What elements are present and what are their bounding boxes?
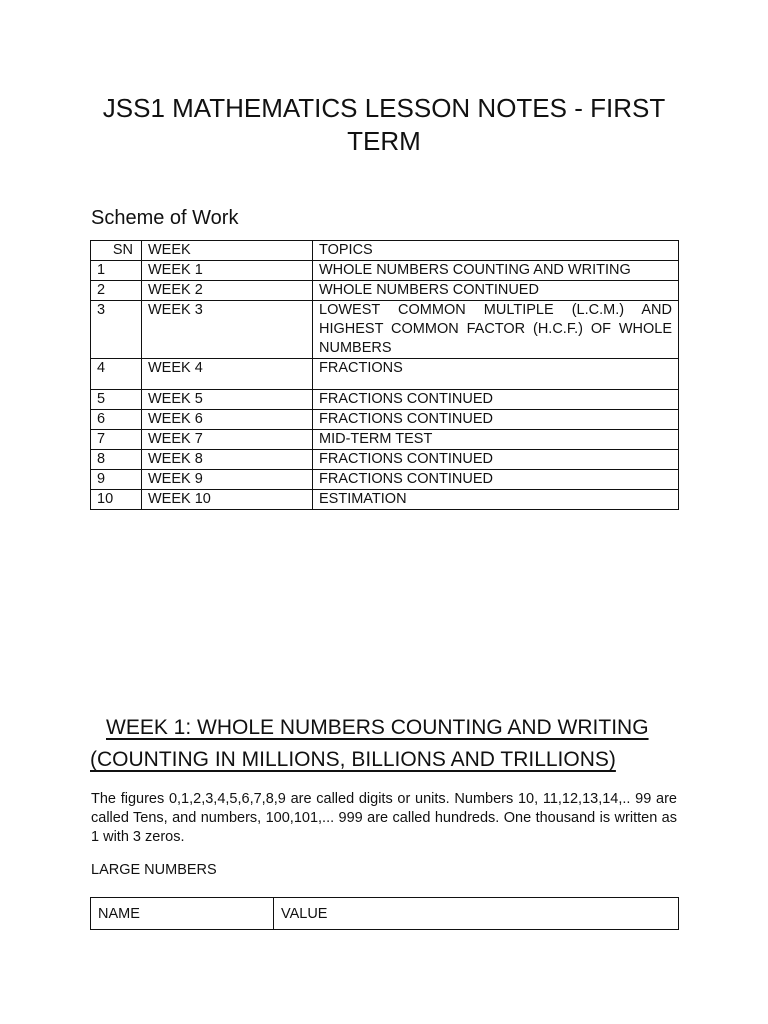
- row-week: WEEK 8: [142, 450, 313, 470]
- large-numbers-table: [90, 897, 679, 930]
- table-row: [91, 359, 679, 390]
- row-week: WEEK 5: [142, 390, 313, 410]
- row-sn: 3: [91, 301, 142, 359]
- row-week: WEEK 10: [142, 490, 313, 510]
- week1-heading-line2: (COUNTING IN MILLIONS, BILLIONS AND TRILLIONS): [90, 748, 616, 771]
- column-header-sn: SN: [91, 241, 142, 261]
- row-topic: WHOLE NUMBERS COUNTING AND WRITING: [313, 261, 679, 281]
- week1-heading: [90, 712, 680, 776]
- table-row: [91, 430, 679, 450]
- week1-intro-paragraph: The figures 0,1,2,3,4,5,6,7,8,9 are called digits or units. Numbers 10, 11,12,13,14,.. 99 are called Tens, and numbers, 100,101,... 999 are called hundreds. One thousand is written as 1 with 3 zeros.: [91, 791, 677, 845]
- week1-heading-line1: WEEK 1: WHOLE NUMBERS COUNTING AND WRITING: [106, 716, 649, 739]
- row-topic: FRACTIONS CONTINUED: [313, 450, 679, 470]
- table-header-row: [91, 898, 679, 930]
- column-header-topics: TOPICS: [313, 241, 679, 261]
- row-sn: 1: [91, 261, 142, 281]
- row-topic: ESTIMATION: [313, 490, 679, 510]
- row-topic: MID-TERM TEST: [313, 430, 679, 450]
- table-row: [91, 450, 679, 470]
- table-row: [91, 261, 679, 281]
- row-topic: WHOLE NUMBERS CONTINUED: [313, 281, 679, 301]
- column-header-name: NAME: [91, 898, 274, 930]
- row-week: WEEK 4: [142, 359, 313, 390]
- table-row: [91, 301, 679, 359]
- row-week: WEEK 3: [142, 301, 313, 359]
- row-topic: FRACTIONS: [313, 359, 679, 390]
- row-week: WEEK 6: [142, 410, 313, 430]
- scheme-of-work-heading: Scheme of Work: [91, 207, 239, 229]
- column-header-value: VALUE: [274, 898, 679, 930]
- row-topic: FRACTIONS CONTINUED: [313, 390, 679, 410]
- table-row: [91, 410, 679, 430]
- row-topic: FRACTIONS CONTINUED: [313, 470, 679, 490]
- table-row: [91, 281, 679, 301]
- row-topic: LOWEST COMMON MULTIPLE (L.C.M.) AND HIGHEST COMMON FACTOR (H.C.F.) OF WHOLE NUMBERS: [313, 301, 679, 359]
- row-week: WEEK 2: [142, 281, 313, 301]
- table-header-row: [91, 241, 679, 261]
- row-week: WEEK 9: [142, 470, 313, 490]
- row-week: WEEK 7: [142, 430, 313, 450]
- row-sn: 2: [91, 281, 142, 301]
- column-header-week: WEEK: [142, 241, 313, 261]
- row-sn: 7: [91, 430, 142, 450]
- row-sn: 10: [91, 490, 142, 510]
- large-numbers-label: LARGE NUMBERS: [91, 862, 217, 878]
- row-sn: 9: [91, 470, 142, 490]
- scheme-of-work-table: [90, 240, 679, 510]
- table-row: [91, 470, 679, 490]
- table-row: [91, 390, 679, 410]
- row-sn: 6: [91, 410, 142, 430]
- document-title: JSS1 MATHEMATICS LESSON NOTES - FIRST TERM: [102, 93, 666, 156]
- row-sn: 5: [91, 390, 142, 410]
- row-sn: 8: [91, 450, 142, 470]
- row-sn: 4: [91, 359, 142, 390]
- row-topic: FRACTIONS CONTINUED: [313, 410, 679, 430]
- table-row: [91, 490, 679, 510]
- row-week: WEEK 1: [142, 261, 313, 281]
